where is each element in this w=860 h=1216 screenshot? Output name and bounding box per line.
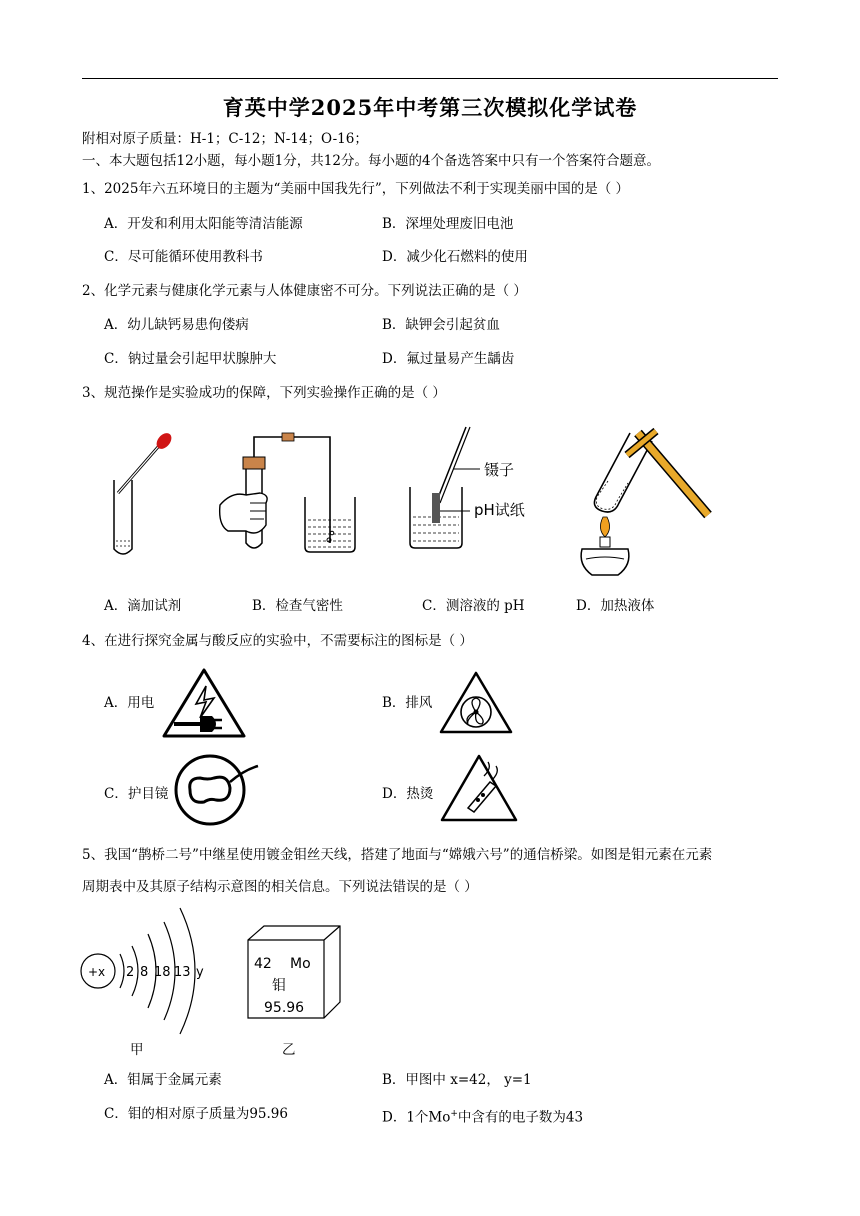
option-d-suffix: 中含有的电子数为43	[457, 1109, 584, 1126]
element-symbol: Mo	[290, 956, 311, 972]
heating-liquid-illustration	[581, 431, 708, 575]
dropper-test-tube-illustration	[114, 430, 174, 554]
figure-label-jia: 甲	[130, 1042, 144, 1058]
atomic-number: 42	[254, 956, 272, 972]
figure-label-yi: 乙	[282, 1042, 296, 1058]
question-2-option-b: B．缺钾会引起贫血	[382, 317, 500, 333]
question-2-option-a: A．幼儿缺钙易患佝偻病	[104, 317, 249, 333]
shell-2-count: 8	[140, 965, 149, 980]
ph-test-illustration	[410, 427, 480, 548]
question-5-option-d	[382, 1105, 583, 1127]
question-5-stem-line2: 周期表中及其原子结构示意图的相关信息。下列说法错误的是（ ）	[82, 879, 478, 895]
question-1-option-d: D．减少化石燃料的使用	[382, 249, 528, 265]
question-3-stem: 3、规范操作是实验成功的保障，下列实验操作正确的是（ ）	[82, 385, 446, 401]
periodic-table-cell	[246, 924, 346, 1024]
question-3-option-a: A．滴加试剂	[104, 598, 182, 614]
question-1-option-c: C．尽可能循环使用教科书	[104, 249, 263, 265]
question-4-option-b: B．排风	[382, 695, 433, 711]
question-5-option-b: B．甲图中 x=42， y=1	[382, 1072, 532, 1088]
question-5-option-c: C．钼的相对原子质量为95.96	[104, 1106, 288, 1122]
electricity-warning-icon	[160, 666, 248, 740]
option-d-prefix: D．1个	[382, 1109, 429, 1126]
question-4-option-a: A．用电	[104, 695, 155, 711]
question-4-stem: 4、在进行探究金属与酸反应的实验中，不需要标注的图标是（ ）	[82, 633, 473, 649]
atomic-mass: 95.96	[264, 1000, 305, 1016]
question-4-option-c: C．护目镜	[104, 786, 169, 802]
shell-5-count: y	[196, 965, 204, 980]
question-3-option-b: B．检查气密性	[252, 598, 343, 614]
question-3-option-d: D．加热液体	[576, 598, 655, 614]
question-3-figures	[100, 425, 740, 585]
tweezers-label: 镊子	[484, 461, 515, 479]
element-name: 钼	[272, 978, 286, 994]
ph-paper-label: pH试纸	[474, 501, 525, 519]
question-1-option-b: B．深埋处理废旧电池	[382, 216, 514, 232]
airtightness-check-illustration	[220, 433, 355, 552]
question-1-option-a: A．开发和利用太阳能等清洁能源	[104, 216, 303, 232]
atomic-masses: 附相对原子质量：H-1；C-12；N-14；O-16；	[82, 131, 368, 147]
question-5-option-a: A．钼属于金属元素	[104, 1072, 222, 1088]
goggles-icon	[172, 752, 262, 830]
ion-charge: +	[450, 1109, 458, 1119]
ion-symbol: Mo	[428, 1109, 451, 1126]
exam-title: 育英中学2025年中考第三次模拟化学试卷	[222, 95, 638, 120]
header-rule	[82, 78, 778, 79]
question-3-option-c: C．测溶液的 pH	[422, 598, 525, 614]
question-1-stem: 1、2025年六五环境日的主题为“美丽中国我先行”，下列做法不利于实现美丽中国的是（ ）	[82, 181, 630, 197]
nucleus-charge: +x	[88, 965, 106, 979]
shell-1-count: 2	[126, 965, 135, 980]
ventilation-fan-icon	[438, 670, 514, 736]
heat-hazard-icon	[438, 752, 520, 826]
shell-3-count: 18	[154, 965, 171, 980]
question-2-option-c: C．钠过量会引起甲状腺肿大	[104, 351, 277, 367]
question-2-stem: 2、化学元素与健康化学元素与人体健康密不可分。下列说法正确的是（ ）	[82, 283, 527, 299]
question-4-option-d: D．热烫	[382, 786, 434, 802]
question-5-stem-line1: 5、我国“鹊桥二号”中继星使用镀金钼丝天线，搭建了地面与“嫦娥六号”的通信桥梁。如图是钼元素在元素	[82, 847, 713, 863]
section-heading: 一、本大题包括12小题，每小题1分，共12分。每小题的4个备选答案中只有一个答案符合题意。	[82, 153, 661, 169]
question-2-option-d: D．氟过量易产生龋齿	[382, 351, 515, 367]
shell-4-count: 13	[174, 965, 191, 980]
